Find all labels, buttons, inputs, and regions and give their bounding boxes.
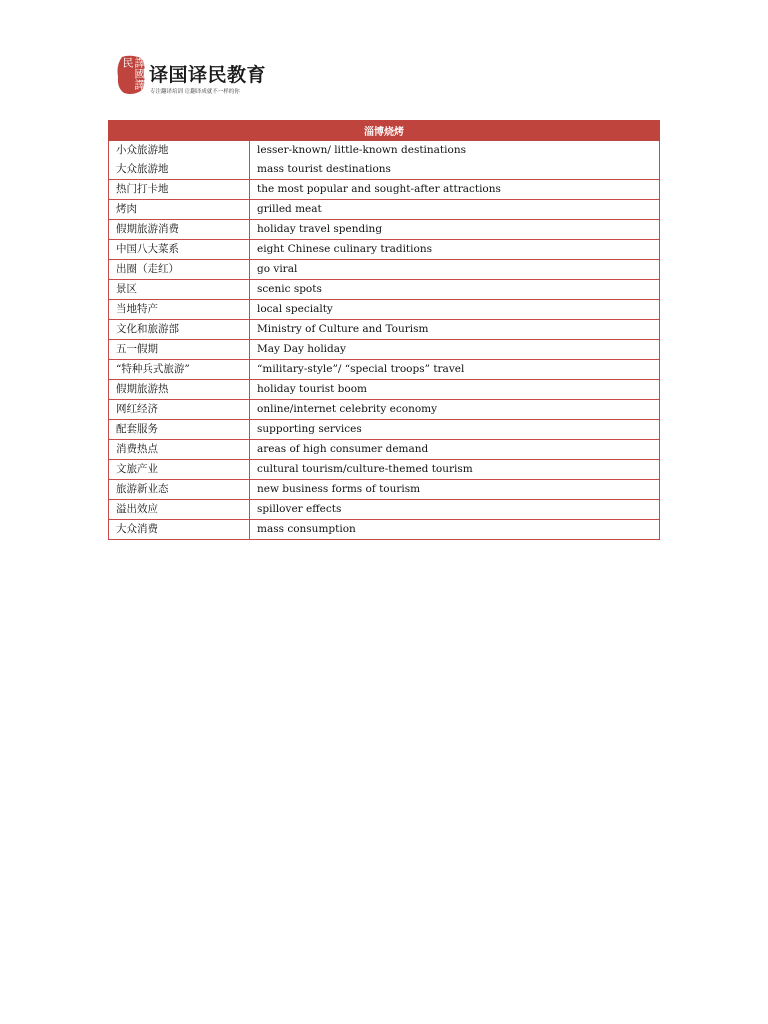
- chinese-term: 出圈（走红）: [116, 263, 179, 275]
- seal-text: 譯國譯民: [121, 57, 146, 90]
- table-row: [109, 300, 660, 320]
- term-chinese-cell: [109, 200, 250, 220]
- term-english-cell: [250, 220, 660, 240]
- english-translation: holiday travel spending: [257, 223, 383, 235]
- term-english-cell: [250, 420, 660, 440]
- chinese-term: 网红经济: [116, 403, 158, 415]
- table-row: [109, 280, 660, 300]
- table-row: [109, 320, 660, 340]
- table-row: [109, 400, 660, 420]
- english-translation: “military-style”/ “special troops” travel: [257, 363, 465, 375]
- brand-name: 译国译民教育: [149, 64, 267, 86]
- english-translation: supporting services: [257, 423, 362, 435]
- chinese-term: 小众旅游地: [116, 144, 169, 156]
- table-row: [109, 340, 660, 360]
- table-title: 淄博烧烤: [109, 121, 660, 141]
- chinese-term: 假期旅游热: [116, 383, 169, 395]
- english-translation: holiday tourist boom: [257, 383, 367, 395]
- term-chinese-cell: [109, 420, 250, 440]
- term-chinese-cell: [109, 360, 250, 380]
- term-chinese-cell: [109, 220, 250, 240]
- chinese-term: 假期旅游消费: [116, 223, 179, 235]
- term-english-cell: [250, 360, 660, 380]
- chinese-term: 消费热点: [116, 443, 158, 455]
- glossary-body: [109, 141, 660, 540]
- table-header-row: [109, 121, 660, 141]
- table-row: [109, 220, 660, 240]
- chinese-term: 配套服务: [116, 423, 158, 435]
- term-english-cell: [250, 240, 660, 260]
- term-chinese-cell: [109, 240, 250, 260]
- table-row: [109, 500, 660, 520]
- term-english-cell: [250, 460, 660, 480]
- term-chinese-cell: [109, 400, 250, 420]
- brand-slogan: 专注翻译培训 让翻译成就不一样的你: [150, 89, 240, 95]
- table-row: [109, 440, 660, 460]
- english-translation: local specialty: [257, 303, 333, 315]
- table-row: [109, 460, 660, 480]
- term-chinese-cell: [109, 300, 250, 320]
- term-english-cell: [250, 260, 660, 280]
- chinese-term: 旅游新业态: [116, 483, 169, 495]
- table-row: [109, 141, 660, 180]
- term-chinese-cell: [109, 280, 250, 300]
- chinese-term: 五一假期: [116, 343, 158, 355]
- chinese-term: 大众消费: [116, 523, 158, 535]
- term-english-cell: [250, 480, 660, 500]
- chinese-term: 热门打卡地: [116, 183, 169, 195]
- term-english-cell: [250, 300, 660, 320]
- table-row: [109, 200, 660, 220]
- term-english-cell: [250, 200, 660, 220]
- chinese-term: 文旅产业: [116, 463, 158, 475]
- english-translation: scenic spots: [257, 283, 322, 295]
- chinese-term: 溢出效应: [116, 503, 158, 515]
- term-chinese-cell: [109, 520, 250, 540]
- term-chinese-cell: [109, 180, 250, 200]
- term-chinese-cell: [109, 141, 250, 180]
- english-translation: eight Chinese culinary traditions: [257, 243, 432, 255]
- english-translation: areas of high consumer demand: [257, 443, 429, 455]
- chinese-term: “特种兵式旅游”: [116, 363, 190, 375]
- term-english-cell: [250, 440, 660, 460]
- term-chinese-cell: [109, 260, 250, 280]
- english-translation: mass tourist destinations: [257, 163, 391, 175]
- brand-logo: [116, 55, 276, 100]
- chinese-term: 文化和旅游部: [116, 323, 179, 335]
- term-chinese-cell: [109, 480, 250, 500]
- english-translation: May Day holiday: [257, 343, 346, 355]
- table-row: [109, 420, 660, 440]
- term-english-cell: [250, 380, 660, 400]
- table-row: [109, 240, 660, 260]
- table-row: [109, 360, 660, 380]
- term-chinese-cell: [109, 440, 250, 460]
- english-translation: online/internet celebrity economy: [257, 403, 438, 415]
- glossary-table: [108, 120, 660, 540]
- table-row: [109, 260, 660, 280]
- chinese-term: 当地特产: [116, 303, 158, 315]
- term-english-cell: [250, 400, 660, 420]
- term-english-cell: [250, 280, 660, 300]
- chinese-term: 中国八大菜系: [116, 243, 179, 255]
- table-row: [109, 180, 660, 200]
- chinese-term: 景区: [116, 283, 137, 295]
- term-chinese-cell: [109, 340, 250, 360]
- table-row: [109, 380, 660, 400]
- table-row: [109, 480, 660, 500]
- english-translation: spillover effects: [257, 503, 342, 515]
- english-translation: new business forms of tourism: [257, 483, 421, 495]
- chinese-term: 烤肉: [116, 203, 137, 215]
- table-row: [109, 520, 660, 540]
- term-english-cell: [250, 340, 660, 360]
- english-translation: cultural tourism/culture-themed tourism: [257, 463, 473, 475]
- english-translation: Ministry of Culture and Tourism: [257, 323, 429, 335]
- english-translation: mass consumption: [257, 523, 356, 535]
- term-english-cell: [250, 520, 660, 540]
- term-chinese-cell: [109, 380, 250, 400]
- term-english-cell: [250, 500, 660, 520]
- english-translation: the most popular and sought-after attractions: [257, 183, 501, 195]
- chinese-term: 大众旅游地: [116, 163, 169, 175]
- term-english-cell: [250, 180, 660, 200]
- english-translation: lesser-known/ little-known destinations: [257, 144, 466, 156]
- term-english-cell: [250, 320, 660, 340]
- english-translation: grilled meat: [257, 203, 322, 215]
- term-english-cell: [250, 141, 660, 180]
- term-chinese-cell: [109, 500, 250, 520]
- english-translation: go viral: [257, 263, 298, 275]
- term-chinese-cell: [109, 320, 250, 340]
- term-chinese-cell: [109, 460, 250, 480]
